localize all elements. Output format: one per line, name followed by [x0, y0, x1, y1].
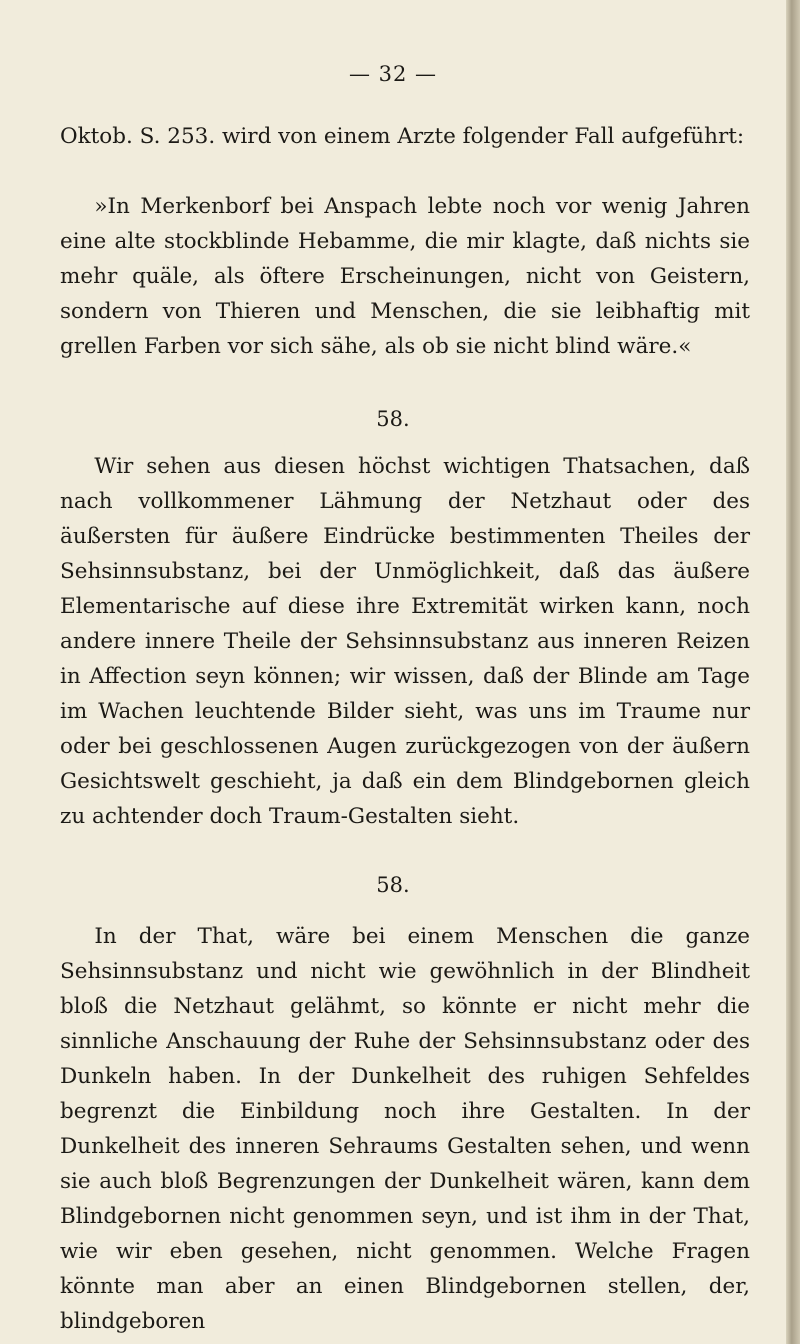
paragraph-text: Oktob. S. 253. wird von einem Arzte folgender Fall aufgeführt: — [60, 124, 745, 149]
section-number: 58. — [376, 873, 410, 897]
paragraph-section-b — [60, 919, 750, 1339]
page-edge — [786, 0, 800, 1344]
paragraph-quote — [60, 189, 750, 364]
paragraph-intro — [60, 119, 750, 154]
section-number: 58. — [376, 407, 410, 431]
paragraph-text: »In Merkenborf bei Anspach lebte noch vor wenig Jahren eine alte stockblinde Hebamme, die mir klagte, daß nichts sie mehr quäle, als öftere Erscheinungen, nicht von Geistern, sondern von Thieren und Menschen, die sie leibhaftig mit grellen Farben vor sich sähe, als ob sie nicht blind wäre.« — [60, 194, 750, 359]
paragraph-text: Wir sehen aus diesen höchst wichtigen Thatsachen, daß nach vollkommener Lähmung der Netzhaut oder des äußersten für äußere Eindrücke bestimmenten Theiles der Sehsinnsubstanz, bei der Unmöglichkeit, daß das äußere Elementarische auf diese ihre Extremität wirken kann, noch andere innere Theile der Sehsinnsubstanz aus inneren Reizen in Affection seyn können; wir wissen, daß der Blinde am Tage im Wachen leuchtende Bilder sieht, was uns im Traume nur oder bei geschlossenen Augen zurückgezogen von der äußern Gesichtswelt geschieht, ja daß ein dem Blindgebornen gleich zu achtender doch Traum-Gestalten sieht. — [60, 454, 750, 829]
page-number: — 32 — — [348, 62, 438, 86]
paragraph-section-a — [60, 449, 750, 834]
paragraph-text: In der That, wäre bei einem Menschen die ganze Sehsinnsubstanz und nicht wie gewöhnlich in der Blindheit bloß die Netzhaut gelähmt, so könnte er nicht mehr die sinnliche Anschauung der Ruhe der Sehsinnsubstanz oder des Dunkeln haben. In der Dunkelheit des ruhigen Sehfeldes begrenzt die Einbildung noch ihre Gestalten. In der Dunkelheit des inneren Sehraums Gestalten sehen, und wenn sie auch bloß Begrenzungen der Dunkelheit wären, kann dem Blindgebornen nicht genommen seyn, und ist ihm in der That, wie wir eben gesehen, nicht genommen. Welche Fragen könnte man aber an einen Blindgebornen stellen, der, blindgeboren — [60, 924, 750, 1334]
